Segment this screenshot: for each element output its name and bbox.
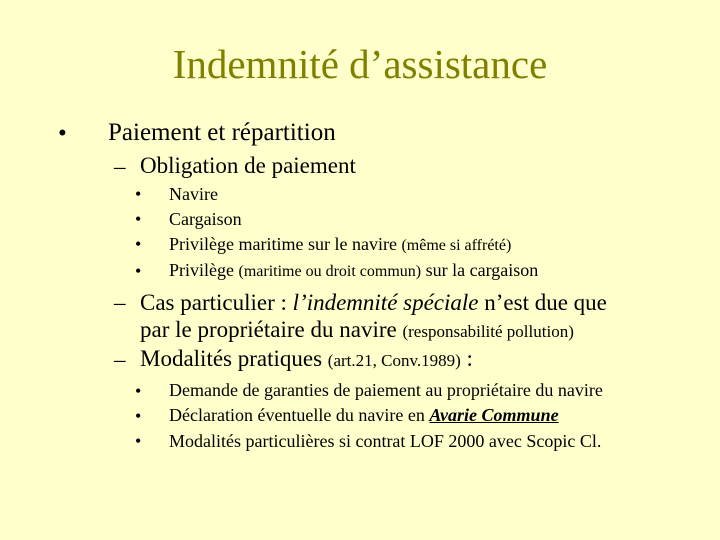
dash-marker: – (114, 347, 126, 372)
bullet-marker: • (135, 431, 142, 451)
slide-title: Indemnité d’assistance (172, 41, 548, 87)
avarie-commune-emphasis: Avarie Commune (429, 405, 559, 425)
obligation-item-note: (même si affrété) (401, 237, 512, 254)
dash-marker: – (114, 290, 126, 315)
obligation-item (169, 209, 242, 230)
modalites-item (169, 431, 601, 452)
modalites-item (169, 380, 603, 401)
dash-marker: – (114, 154, 126, 179)
bullet-marker: • (135, 209, 142, 229)
obligation-item-text: Cargaison (169, 209, 242, 229)
bullet-marker: • (135, 261, 142, 281)
modalites-item-text: Déclaration éventuelle du navire en (169, 405, 430, 425)
level1-text: Paiement et répartition (108, 119, 336, 146)
modalites-item (169, 405, 559, 426)
cas-particulier-line2 (140, 317, 574, 343)
cas-particulier-prefix: Cas particulier : (140, 290, 293, 315)
bullet-marker: • (58, 120, 67, 147)
obligation-item-text: Privilège (169, 260, 239, 280)
bullet-marker: • (135, 381, 142, 401)
cas-particulier-suffix: n’est due que (478, 290, 607, 315)
modalites-heading (140, 346, 473, 372)
bullet-marker: • (135, 184, 142, 204)
obligation-item-text: Navire (169, 184, 218, 204)
obligation-item-note: (maritime ou droit commun) (238, 263, 422, 280)
cas-particulier-line2-text: par le propriétaire du navire (140, 317, 403, 342)
obligation-heading: Obligation de paiement (140, 153, 356, 178)
bullet-marker: • (135, 234, 142, 254)
modalites-heading-tail: : (460, 346, 473, 371)
obligation-item-tail: sur la cargaison (421, 260, 539, 280)
modalites-heading-text: Modalités pratiques (140, 346, 328, 371)
obligation-item (169, 184, 218, 205)
modalites-item-text: Modalités particulières si contrat LOF 2000 avec Scopic Cl. (169, 431, 602, 451)
modalites-heading-note: (art.21, Conv.1989) (327, 351, 461, 370)
cas-particulier-emphasis: l’indemnité spéciale (292, 290, 479, 315)
obligation-item (169, 260, 538, 281)
modalites-item-text: Demande de garanties de paiement au propriétaire du navire (169, 380, 603, 400)
bullet-marker: • (135, 406, 142, 426)
cas-particulier-line1 (140, 290, 607, 316)
obligation-item-text: Privilège maritime sur le navire (169, 234, 402, 254)
obligation-item (169, 234, 511, 255)
cas-particulier-note: (responsabilité pollution) (402, 322, 574, 341)
